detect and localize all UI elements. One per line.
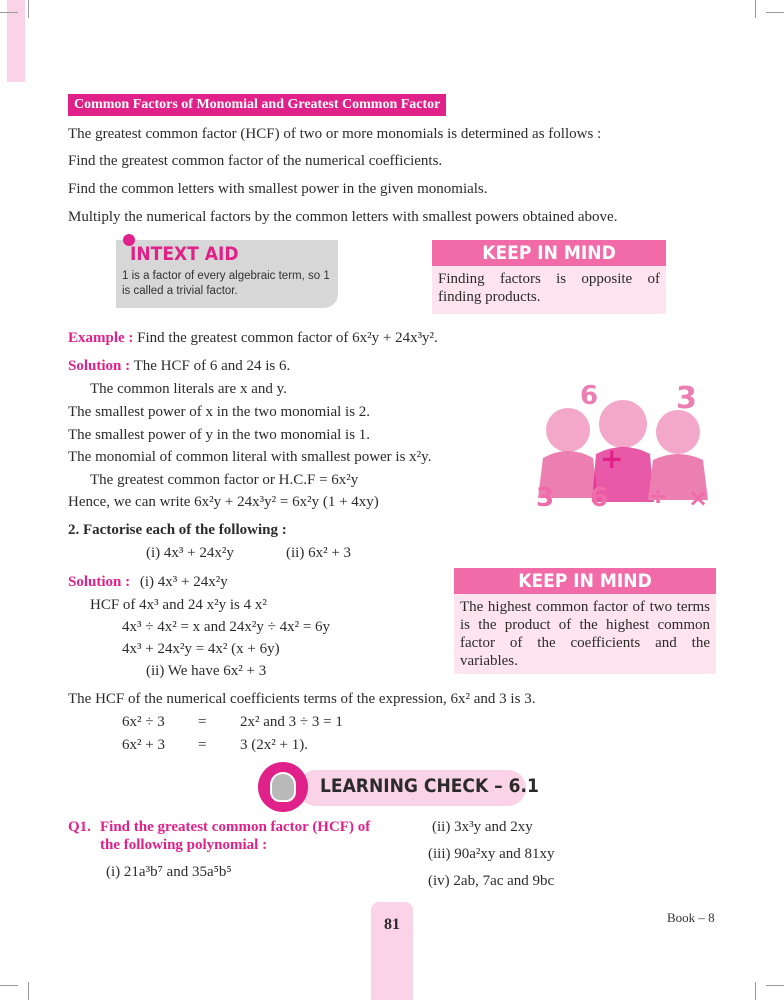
- intro-line: The greatest common factor (HCF) of two or more monomials is determined as follows :: [68, 126, 602, 142]
- calc-right: 3 (2x² + 1).: [240, 737, 308, 753]
- keep-in-mind-box: [432, 240, 666, 314]
- q1-item: (i) 21a³b⁷ and 35a⁵b⁵: [106, 864, 232, 880]
- intext-aid-box: [116, 240, 338, 308]
- solution-2-line: HCF of 4x³ and 24 x²y is 4 x²: [90, 597, 267, 613]
- svg-text:3: 3: [536, 483, 555, 513]
- svg-text:6: 6: [580, 381, 599, 411]
- intext-aid-text: 1 is a factor of every algebraic term, so 1 is called a trivial factor.: [122, 270, 330, 297]
- example: [68, 328, 438, 348]
- crop-mark: [766, 12, 784, 13]
- page-number-tab: [371, 902, 413, 1000]
- book-label: Book – 8: [667, 910, 715, 925]
- solution-text: The HCF of 6 and 24 is 6.: [133, 358, 291, 374]
- question-2: 2. Factorise each of the following :: [68, 522, 287, 538]
- svg-text:÷: ÷: [648, 482, 669, 510]
- solution-line: The greatest common factor or H.C.F = 6x²y: [90, 472, 359, 488]
- calc-left: 6x² + 3: [122, 737, 165, 753]
- q1-item: (ii) 3x³y and 2xy: [432, 819, 533, 835]
- crop-mark: [28, 0, 29, 18]
- intro-line: Multiply the numerical factors by the common letters with smallest powers obtained above.: [68, 209, 618, 225]
- svg-text:3: 3: [676, 381, 697, 416]
- keep-in-mind-title: KEEP IN MIND: [432, 240, 666, 266]
- svg-text:×: ×: [688, 484, 709, 512]
- keep-in-mind-text: Finding factors is opposite of finding products.: [432, 266, 666, 314]
- solution-label: Solution :: [68, 574, 131, 590]
- keep-in-mind-box: [454, 568, 716, 674]
- question-2-part-ii: (ii) 6x² + 3: [286, 545, 352, 561]
- owl-icon: [270, 772, 296, 802]
- learning-check-banner: [258, 762, 539, 812]
- solution-2-line: 4x³ ÷ 4x² = x and 24x²y ÷ 4x² = 6y: [122, 619, 331, 635]
- solution-2-line: [68, 572, 228, 592]
- q1-label: Q1.: [68, 819, 91, 835]
- solution-line: The common literals are x and y.: [90, 381, 287, 397]
- intro-line: Find the greatest common factor of the numerical coefficients.: [68, 153, 443, 169]
- solution-line: [68, 356, 290, 376]
- calc-eq: =: [198, 714, 207, 730]
- keep-in-mind-title: KEEP IN MIND: [454, 568, 716, 594]
- crop-mark: [755, 982, 756, 1000]
- intro-line: Find the common letters with smallest power in the given monomials.: [68, 181, 488, 197]
- solution-line: The smallest power of y in the two monomial is 1.: [68, 427, 371, 443]
- example-text: Find the greatest common factor of 6x²y + 24x³y².: [137, 330, 438, 346]
- q1-text: the following polynomial :: [100, 837, 268, 853]
- calc-eq: =: [198, 737, 207, 753]
- learning-check-title: LEARNING CHECK – 6.1: [320, 775, 539, 797]
- keep-in-mind-text: The highest common factor of two terms is the product of the highest common factor of the coefficients and the variables.: [454, 594, 716, 674]
- solution-line: The smallest power of x in the two monomial is 2.: [68, 404, 371, 420]
- svg-text:+: +: [600, 442, 624, 475]
- solution-2-line: 4x³ + 24x²y = 4x² (x + 6y): [122, 641, 280, 657]
- question-2-part-i: (i) 4x³ + 24x²y: [146, 545, 234, 561]
- q1-item: (iii) 90a²xy and 81xy: [428, 846, 555, 862]
- solution-line: Hence, we can write 6x²y + 24x³y² = 6x²y (1 + 4xy): [68, 494, 379, 510]
- crop-mark: [0, 12, 18, 13]
- crop-mark: [755, 0, 756, 18]
- hcf-statement: The HCF of the numerical coefficients terms of the expression, 6x² and 3 is 3.: [68, 691, 536, 707]
- solution-label: Solution :: [68, 358, 131, 374]
- q1-item: (iv) 2ab, 7ac and 9bc: [428, 873, 555, 889]
- page-number: 81: [384, 916, 400, 933]
- children-illustration: [528, 378, 718, 516]
- svg-text:6: 6: [590, 483, 609, 513]
- q1-text: Find the greatest common factor (HCF) of: [100, 819, 371, 835]
- intext-aid-title: INTEXT AID: [130, 243, 239, 265]
- solution-line: The monomial of common literal with smallest power is x²y.: [68, 449, 432, 465]
- example-label: Example :: [68, 330, 134, 346]
- solution-text: (i) 4x³ + 24x²y: [139, 574, 228, 590]
- solution-2-line: (ii) We have 6x² + 3: [146, 663, 267, 679]
- crop-mark: [28, 982, 29, 1000]
- section-title: Common Factors of Monomial and Greatest Common Factor: [68, 94, 446, 116]
- calc-left: 6x² ÷ 3: [122, 714, 165, 730]
- crop-mark: [0, 985, 18, 986]
- crop-mark: [766, 985, 784, 986]
- calc-right: 2x² and 3 ÷ 3 = 1: [240, 714, 343, 730]
- learning-check-badge: [258, 762, 308, 812]
